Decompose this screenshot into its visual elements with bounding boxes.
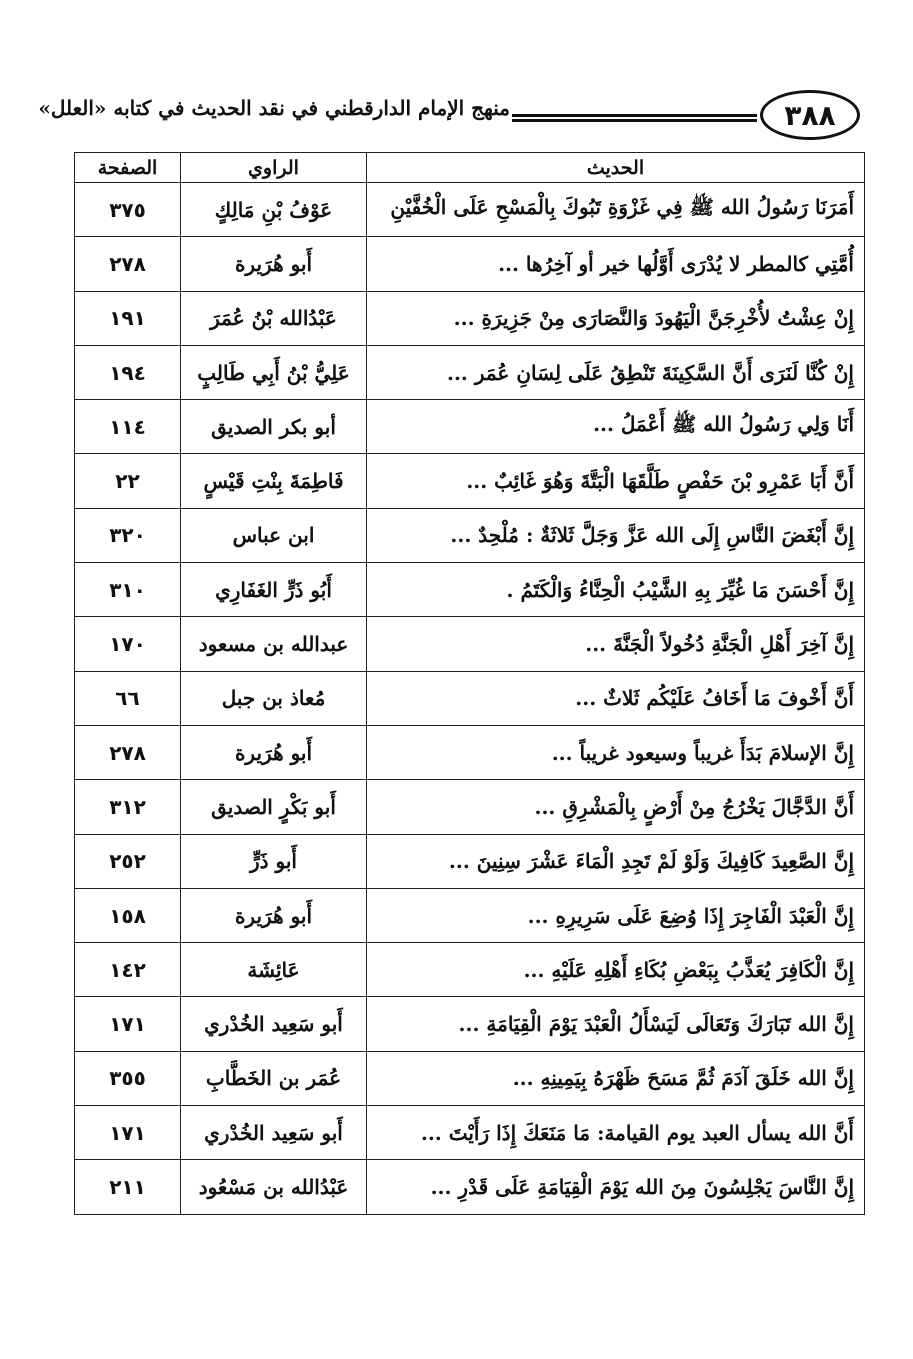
column-header-page: الصفحة	[75, 153, 181, 183]
column-header-hadith: الحديث	[367, 153, 865, 183]
narrator-name: عَبْدُالله بْنُ عُمَرَ	[181, 291, 367, 345]
hadith-text: أَنَّ الدَّجَّالَ يَخْرُجُ مِنْ أَرْضٍ بِالْمَشْرِقِ ...	[367, 780, 865, 834]
table-row	[75, 508, 865, 562]
page-ref: ٣١٠	[75, 563, 181, 617]
hadith-text: إِنَّ الإسلامَ بَدَأَ غريباً وسيعود غريباً ...	[367, 725, 865, 779]
table-row	[75, 834, 865, 888]
narrator-name: أَبو هُرَيرة	[181, 725, 367, 779]
page-header	[0, 0, 913, 150]
hadith-text: إِنَّ الله خَلَقَ آدَمَ ثُمَّ مَسَحَ ظَهْرَهُ بِيَمِينِهِ ...	[367, 1051, 865, 1105]
hadith-text: أَنَا وَلِي رَسُولُ الله ﷺ أَعْمَلُ ...	[367, 400, 865, 454]
page-ref: ٢١١	[75, 1160, 181, 1214]
page-ref: ٢٥٢	[75, 834, 181, 888]
narrator-name: أَبو ذَرٍّ	[181, 834, 367, 888]
table-body	[75, 183, 865, 1215]
table-row	[75, 725, 865, 779]
table-row	[75, 617, 865, 671]
table-row	[75, 671, 865, 725]
narrator-name: أَبو هُرَيرة	[181, 888, 367, 942]
narrator-name: عُمَر بن الخَطَّابِ	[181, 1051, 367, 1105]
table-row	[75, 400, 865, 454]
page-ref: ١٧١	[75, 1106, 181, 1160]
page-ref: ٢٧٨	[75, 725, 181, 779]
narrator-name: أَبو سَعِيد الخُدْري	[181, 997, 367, 1051]
table-row	[75, 345, 865, 399]
narrator-name: عَوْفُ بْنِ مَالِكٍ	[181, 183, 367, 237]
page-ref: ١٩٤	[75, 345, 181, 399]
hadith-text: إِنَّ الْكَافِرَ يُعَذَّبُ بِبَعْضِ بُكَاءِ أَهْلِهِ عَلَيْهِ ...	[367, 943, 865, 997]
page-ref: ٣٧٥	[75, 183, 181, 237]
table-header-row	[75, 153, 865, 183]
narrator-name: عبدالله بن مسعود	[181, 617, 367, 671]
narrator-name: أبو بكر الصديق	[181, 400, 367, 454]
table-row	[75, 183, 865, 237]
hadith-text: إِنَّ الْعَبْدَ الْفَاجِرَ إِذَا وُضِعَ عَلَى سَرِيرِهِ ...	[367, 888, 865, 942]
hadith-text: إِنَّ الصَّعِيدَ كَافِيكَ وَلَوْ لَمْ تَجِدِ الْمَاءَ عَشْرَ سِنِينَ ...	[367, 834, 865, 888]
narrator-name: أَبو سَعِيد الخُدْري	[181, 1106, 367, 1160]
page-ref: ٢٢	[75, 454, 181, 508]
table-row	[75, 563, 865, 617]
hadith-text: أَنَّ أَخْوفَ مَا أَخَافُ عَلَيْكُم ثَلاثٌ ...	[367, 671, 865, 725]
page-ref: ١١٤	[75, 400, 181, 454]
table-row	[75, 888, 865, 942]
table-row	[75, 997, 865, 1051]
table-row	[75, 780, 865, 834]
narrator-name: ابن عباس	[181, 508, 367, 562]
page-ref: ٢٧٨	[75, 237, 181, 291]
page-ref: ١٧١	[75, 997, 181, 1051]
hadith-text: إِنْ كُنَّا لَنَرَى أَنَّ السَّكِينَةَ تَنْطِقُ عَلَى لِسَانِ عُمَر ...	[367, 345, 865, 399]
narrator-name: أَبُو ذَرٍّ الغَفَارِي	[181, 563, 367, 617]
table-row	[75, 1106, 865, 1160]
narrator-name: أَبو بَكْرٍ الصديق	[181, 780, 367, 834]
hadith-index-table	[74, 152, 865, 1215]
page-ref: ١٥٨	[75, 888, 181, 942]
hadith-text: إِنَّ آخِرَ أَهْلِ الْجَنَّةِ دُخُولاً الْجَنَّةَ ...	[367, 617, 865, 671]
table-row	[75, 1051, 865, 1105]
narrator-name: فَاطِمَةَ بِنْتِ قَيْسٍ	[181, 454, 367, 508]
table-row	[75, 291, 865, 345]
table-row	[75, 454, 865, 508]
header-divider	[512, 114, 757, 122]
page-ref: ٣٢٠	[75, 508, 181, 562]
hadith-text: أَنَّ الله يسأل العبد يوم القيامة: مَا مَنَعَكَ إِذَا رَأَيْتَ ...	[367, 1106, 865, 1160]
hadith-text: أَمَرَنَا رَسُولُ الله ﷺ فِي غَزْوَةِ تَبُوكَ بِالْمَسْحِ عَلَى الْخُفَّيْنِ	[367, 183, 865, 237]
page-ref: ٣١٢	[75, 780, 181, 834]
hadith-text: أَنَّ أَبَا عَمْرِو بْنَ حَفْصٍ طَلَّقَهَا الْبَتَّةَ وَهُوَ غَائِبٌ ...	[367, 454, 865, 508]
running-title: منهج الإمام الدارقطني في نقد الحديث في كتابه «العلل»	[38, 96, 510, 120]
hadith-text: إِنَّ أَبْغَضَ النَّاسِ إِلَى الله عَزَّ وَجَلَّ ثَلاثَةٌ : مُلْحِدٌ ...	[367, 508, 865, 562]
narrator-name: عَلِيُّ بْنُ أَبِي طَالِبٍ	[181, 345, 367, 399]
hadith-text: إِنَّ أَحْسَنَ مَا غُيِّرَ بِهِ الشَّيْبُ الْحِنَّاءُ وَالْكَتَمُ .	[367, 563, 865, 617]
page-number: ٣٨٨	[760, 90, 860, 140]
table-row	[75, 1160, 865, 1214]
hadith-text: أُمَّتِي كالمطر لا يُدْرَى أَوَّلُها خير أو آخِرُها ...	[367, 237, 865, 291]
page-ref: ١٤٢	[75, 943, 181, 997]
narrator-name: عَائِشَة	[181, 943, 367, 997]
page-ref: ٦٦	[75, 671, 181, 725]
hadith-text: إِنَّ الله تَبَارَكَ وَتَعَالَى لَيَسْأَلُ الْعَبْدَ يَوْمَ الْقِيَامَةِ ...	[367, 997, 865, 1051]
column-header-narrator: الراوي	[181, 153, 367, 183]
table-row	[75, 943, 865, 997]
hadith-text: إِنَّ النَّاسَ يَجْلِسُونَ مِنَ الله يَوْمَ الْقِيَامَةِ عَلَى قَدْرِ ...	[367, 1160, 865, 1214]
narrator-name: أَبو هُرَيرة	[181, 237, 367, 291]
table-row	[75, 237, 865, 291]
page-ref: ٣٥٥	[75, 1051, 181, 1105]
narrator-name: عَبْدُالله بن مَسْعُود	[181, 1160, 367, 1214]
page-ref: ١٧٠	[75, 617, 181, 671]
hadith-text: إِنْ عِشْتُ لأُخْرِجَنَّ الْيَهُودَ وَالنَّصَارَى مِنْ جَزِيرَةِ ...	[367, 291, 865, 345]
page-ref: ١٩١	[75, 291, 181, 345]
narrator-name: مُعاذ بن جبل	[181, 671, 367, 725]
